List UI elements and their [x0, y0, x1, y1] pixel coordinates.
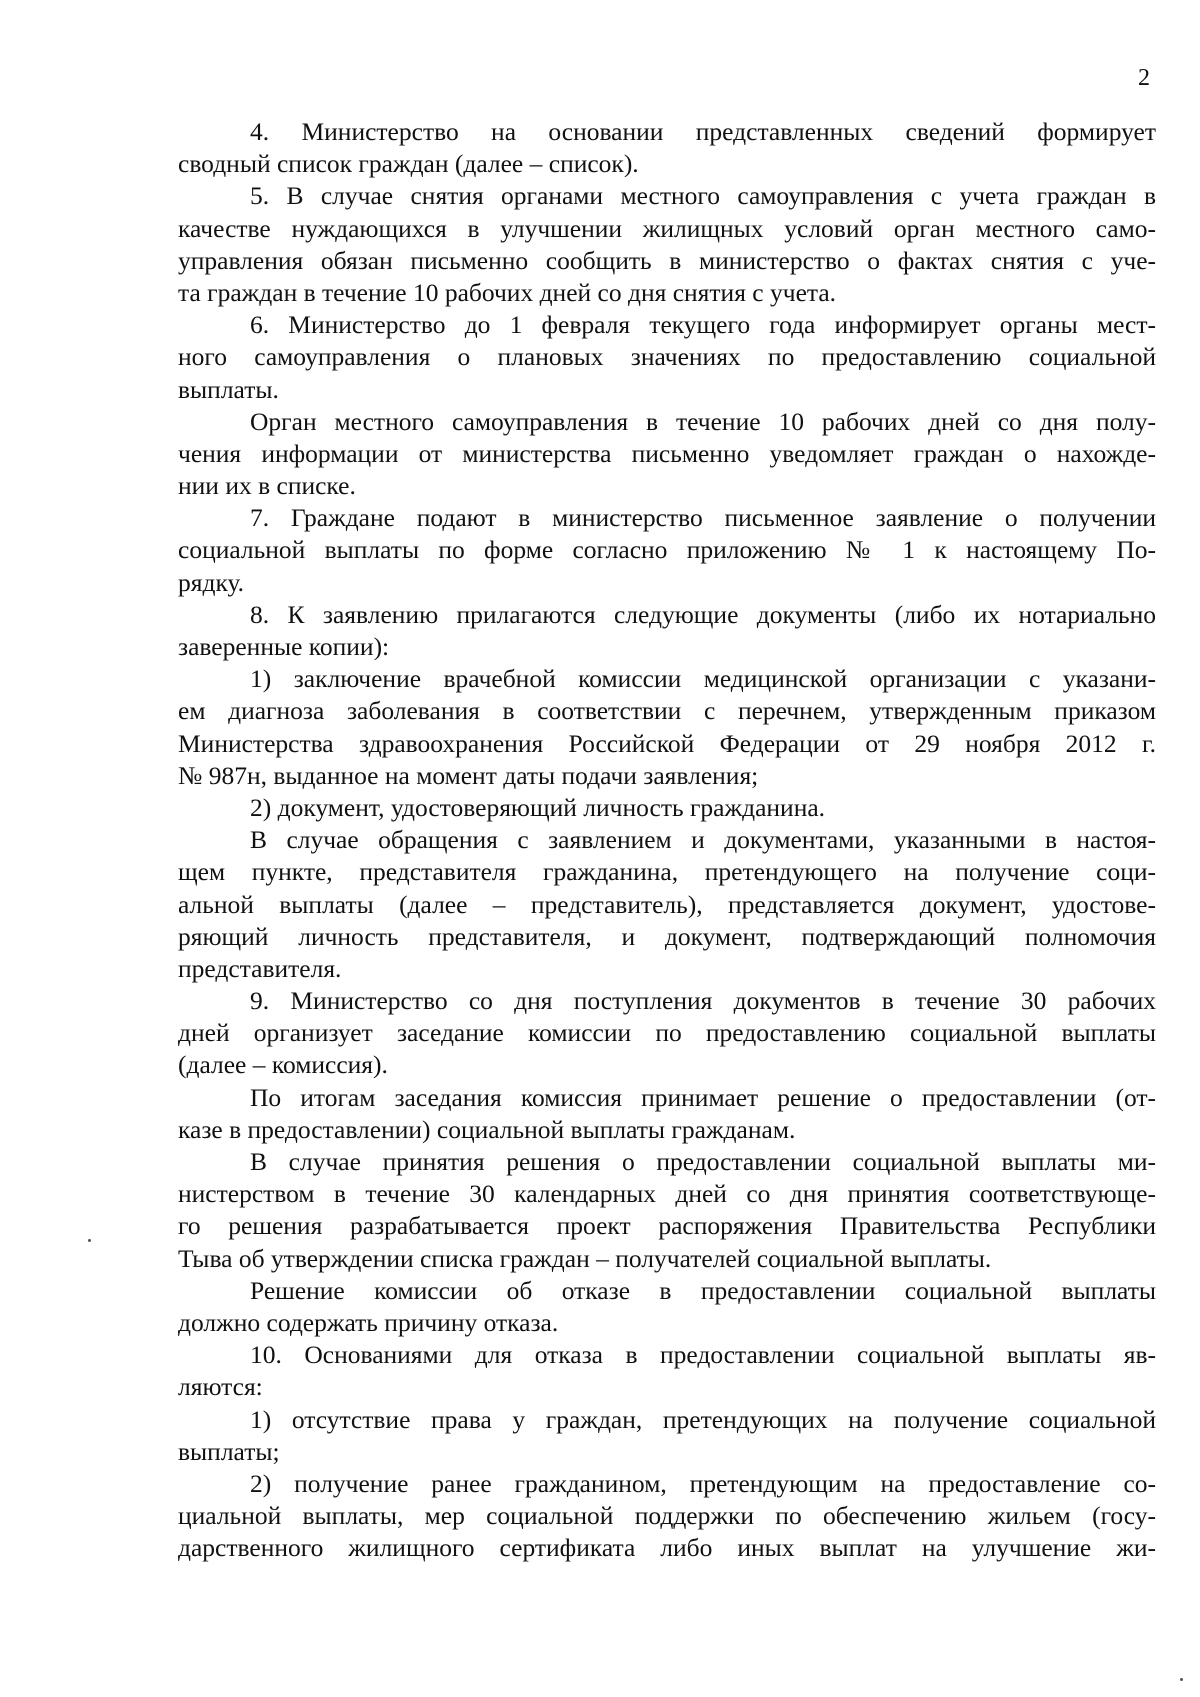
text-line: 6. Министерство до 1 февраля текущего года информирует органы мест- [250, 310, 1156, 340]
text-line: По итогам заседания комиссия принимает решение о предоставлении (от- [250, 1082, 1156, 1112]
text-line: ряющий личность представителя, и документ, подтверждающий полномочия [178, 921, 1156, 951]
text-line: ного самоуправления о плановых значениях по предоставлению социальной [178, 342, 1156, 372]
text-line: В случае принятия решения о предоставлении социальной выплаты ми- [250, 1147, 1156, 1176]
text-line: рядку. [178, 567, 245, 597]
text-line: 7. Граждане подают в министерство письменное заявление о получении [250, 503, 1156, 533]
text-line: качестве нуждающихся в улучшении жилищных условий орган местного само- [178, 213, 1156, 243]
text-line: выплаты; [178, 1436, 280, 1466]
text-line: № 987н, выданное на момент даты подачи заявления; [178, 760, 759, 790]
text-line: 4. Министерство на основании представленных сведений формирует [250, 117, 1156, 146]
text-line: дарственного жилищного сертификата либо иных выплат на улучшение жи- [178, 1533, 1156, 1563]
text-line: 10. Основаниями для отказа в предоставлении социальной выплаты яв- [250, 1340, 1156, 1370]
text-line: управления обязан письменно сообщить в министерство о фактах снятия с уче- [178, 245, 1156, 275]
text-line: 1) отсутствие права у граждан, претендующих на получение социальной [250, 1404, 1156, 1434]
text-line: 2) получение ранее гражданином, претендующим на предоставление со- [250, 1468, 1156, 1498]
text-line: 8. К заявлению прилагаются следующие документы (либо их нотариально [250, 599, 1156, 629]
text-line: 9. Министерство со дня поступления документов в течение 30 рабочих [250, 986, 1156, 1016]
text-line: та граждан в течение 10 рабочих дней со дня снятия с учета. [178, 277, 837, 307]
text-line: выплаты. [178, 374, 279, 404]
text-line: заверенные копии): [178, 632, 390, 661]
text-line: должно содержать причину отказа. [178, 1307, 559, 1337]
text-line: Министерства здравоохранения Российской Федерации от 29 ноября 2012 г. [178, 728, 1156, 758]
text-line: циальной выплаты, мер социальной поддержки по обеспечению жильем (госу- [178, 1501, 1156, 1531]
text-line: ляются: [178, 1372, 263, 1402]
text-line: 1) заключение врачебной комиссии медицинской организации с указани- [250, 664, 1156, 694]
document-body [178, 116, 1156, 1564]
page-number: 2 [1138, 65, 1150, 91]
text-line: 2) документ, удостоверяющий личность гражданина. [250, 792, 826, 822]
text-line: Решение комиссии об отказе в предоставлении социальной выплаты [250, 1275, 1156, 1305]
text-line: сводный список граждан (далее – список). [178, 149, 639, 179]
text-line: дней организует заседание комиссии по предоставлению социальной выплаты [178, 1018, 1156, 1048]
text-line: Тыва об утверждении списка граждан – получателей социальной выплаты. [178, 1243, 992, 1273]
text-line: щем пункте, представителя гражданина, претендующего на получение соци- [178, 857, 1156, 887]
text-line: альной выплаты (далее – представитель), представляется документ, удостове- [178, 889, 1156, 919]
text-line: В случае обращения с заявлением и документами, указанными в настоя- [250, 825, 1156, 855]
text-line: ем диагноза заболевания в соответствии с перечнем, утвержденным приказом [178, 696, 1156, 726]
text-line: нии их в списке. [178, 471, 356, 501]
text-line: казе в предоставлении) социальной выплаты гражданам. [178, 1114, 796, 1144]
scan-speck [88, 1239, 91, 1242]
text-line: социальной выплаты по форме согласно приложению № 1 к настоящему По- [178, 535, 1156, 565]
text-line: 5. В случае снятия органами местного самоуправления с учета граждан в [250, 181, 1156, 211]
text-line: нистерством в течение 30 календарных дней со дня принятия соответствующе- [178, 1179, 1156, 1209]
text-line: чения информации от министерства письменно уведомляет граждан о нахожде- [178, 438, 1156, 468]
text-line: представителя. [178, 953, 342, 983]
text-line: Орган местного самоуправления в течение 10 рабочих дней со дня полу- [250, 406, 1156, 436]
text-line: го решения разрабатывается проект распоряжения Правительства Республики [178, 1211, 1156, 1241]
scan-speck [1180, 1678, 1183, 1681]
text-line: (далее – комиссия). [178, 1050, 388, 1080]
